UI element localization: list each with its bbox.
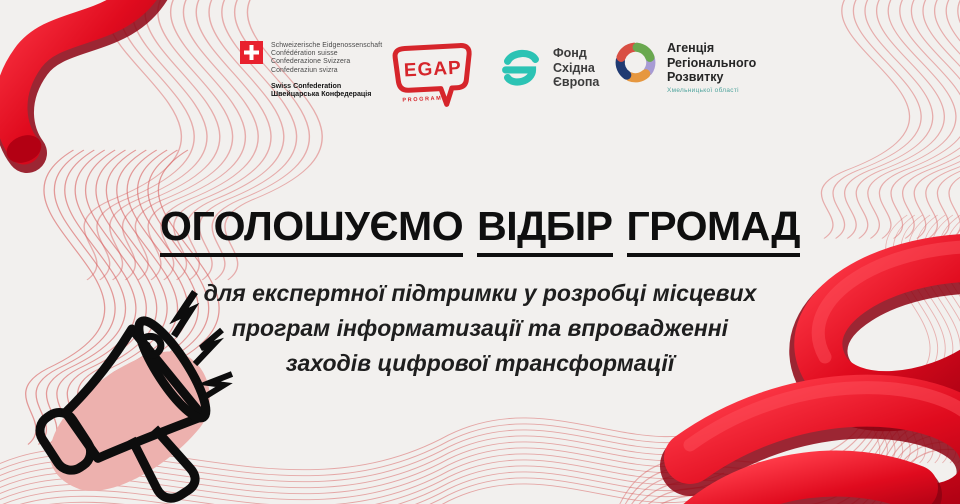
title-word-2: ВІДБІР (477, 203, 612, 257)
swiss-name-uk: Швейцарська Конфедерація (271, 90, 372, 99)
eef-line3: Європа (553, 75, 600, 90)
arr-line1: Агенція (667, 41, 715, 55)
swiss-name-rm: Confederaziun svizra (271, 66, 338, 74)
subtitle-line-2: програм інформатизації та впровадженні (231, 315, 729, 341)
swiss-confederation-logo (240, 41, 382, 99)
egap-program-logo (391, 42, 477, 108)
eef-e-icon (498, 45, 544, 91)
regional-development-agency-logo (612, 39, 756, 94)
arr-line2: Регіонального (667, 55, 757, 70)
swiss-name-de: Schweizerische Eidgenossenschaft (271, 42, 383, 49)
page-title (0, 203, 960, 257)
east-europe-foundation-logo (498, 45, 599, 91)
eef-line2: Східна (553, 60, 595, 75)
ribbon-top-left (2, 0, 153, 168)
egap-title: EGAP (403, 57, 463, 82)
page-subtitle (0, 276, 960, 381)
egap-subtitle: PROGRAM (402, 95, 443, 104)
swiss-name-fr: Confédération suisse (271, 50, 338, 58)
swiss-name-en: Swiss Confederation (271, 81, 342, 90)
title-word-3: ГРОМАД (627, 203, 800, 257)
subtitle-line-3: заходів цифрової трансформації (285, 350, 675, 376)
title-word-1: ОГОЛОШУЄМО (160, 203, 463, 257)
swiss-name-it: Confederazione Svizzera (271, 58, 351, 66)
egap-bubble-icon (391, 42, 477, 108)
arr-region-line: Хмельницької області (667, 87, 739, 95)
arr-line3: Розвитку (667, 70, 724, 85)
eef-line1: Фонд (553, 46, 587, 61)
swiss-flag-icon (240, 41, 263, 64)
arr-pinwheel-icon (612, 39, 659, 86)
subtitle-line-1: для експертної підтримки у розробці місцевих (203, 280, 757, 306)
